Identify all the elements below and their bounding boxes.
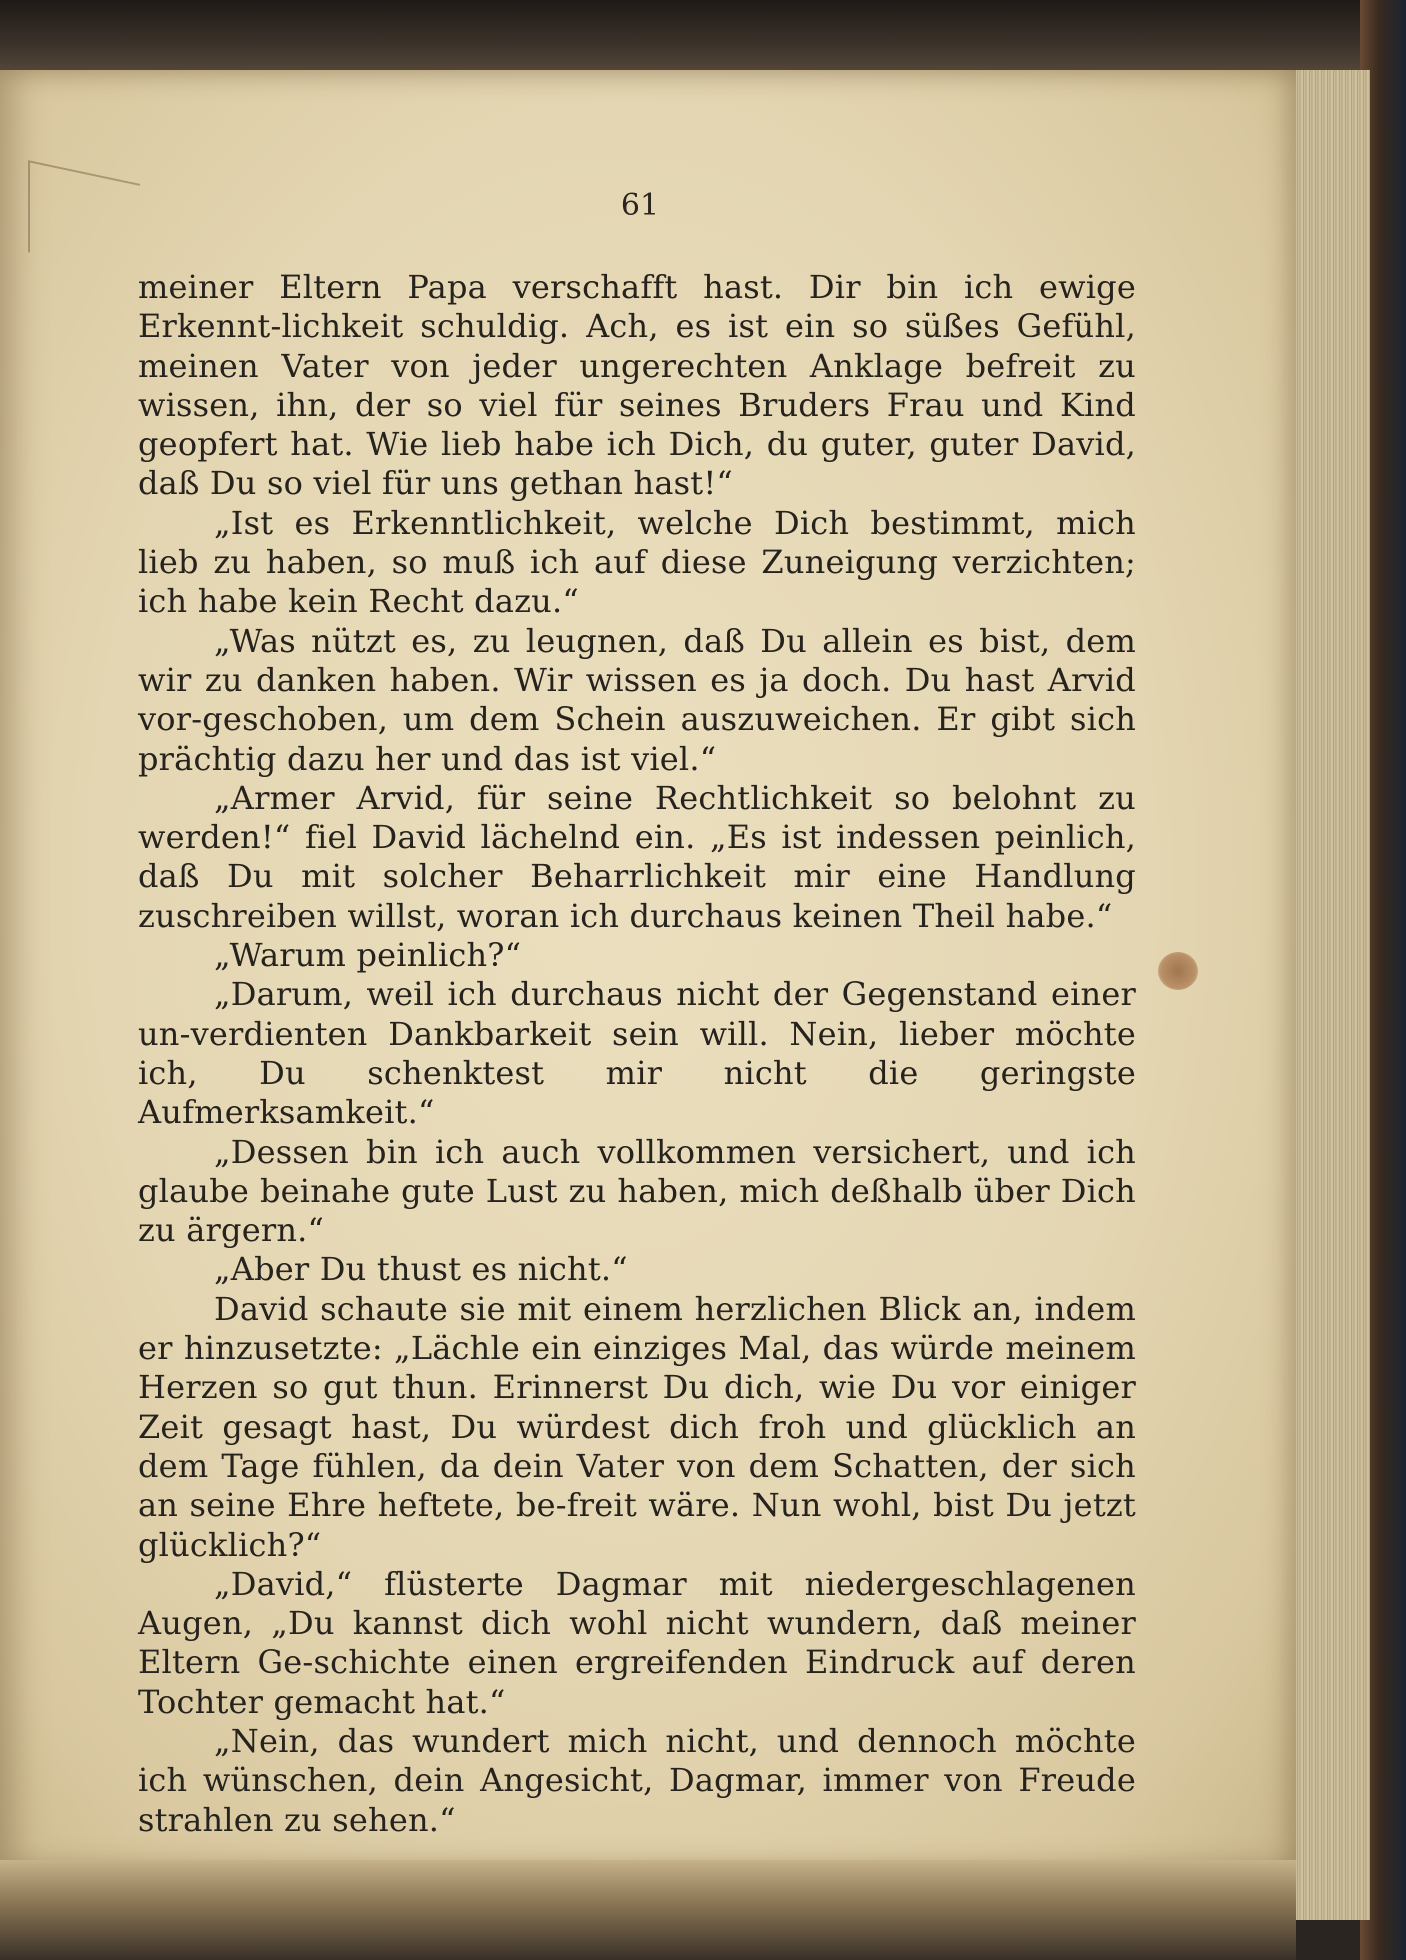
page-edges <box>1290 70 1370 1920</box>
page-text <box>138 268 1136 1840</box>
paragraph: „Aber Du thust es nicht.“ <box>214 1250 628 1289</box>
book-cover-top <box>0 0 1406 78</box>
paragraph: „David,“ flüsterte Dagmar mit niedergeschlagenen Augen, „Du kannst dich wohl nicht wundern, daß meiner Eltern Ge-schichte einen ergreifenden Eindruck auf deren Tochter gemacht hat.“ <box>138 1564 1136 1721</box>
corner-fold-mark <box>28 160 140 276</box>
paragraph: „Armer Arvid, für seine Rechtlichkeit so belohnt zu werden!“ fiel David lächelnd ein. „Es ist indessen peinlich, daß Du mit solcher Beharrlichkeit mir eine Handlung zuschreiben willst, woran ich durchaus keinen Theil habe.“ <box>138 778 1136 935</box>
paragraph: „Darum, weil ich durchaus nicht der Gegenstand einer un-verdienten Dankbarkeit sein will. Nein, lieber möchte ich, Du schenktest mir nicht die geringste Aufmerksamkeit.“ <box>138 975 1136 1132</box>
paragraph: „Was nützt es, zu leugnen, daß Du allein es bist, dem wir zu danken haben. Wir wissen es ja doch. Du hast Arvid vor-geschoben, um dem Schein auszuweichen. Er gibt sich prächtig dazu her und das ist viel.“ <box>138 621 1136 778</box>
page-bottom-edge <box>0 1860 1296 1960</box>
paragraph: „Nein, das wundert mich nicht, und dennoch möchte ich wünschen, dein Angesicht, Dagmar, immer von Freude strahlen zu sehen.“ <box>138 1721 1136 1839</box>
paragraph: „Dessen bin ich auch vollkommen versichert, und ich glaube beinahe gute Lust zu haben, mich deßhalb über Dich zu ärgern.“ <box>138 1132 1136 1250</box>
paper-stain <box>1158 952 1198 990</box>
paragraph: „Ist es Erkenntlichkeit, welche Dich bestimmt, mich lieb zu haben, so muß ich auf diese Zuneigung verzichten; ich habe kein Recht dazu.“ <box>138 503 1136 621</box>
page-number: 61 <box>620 188 660 223</box>
paragraph: meiner Eltern Papa verschafft hast. Dir bin ich ewige Erkennt-lichkeit schuldig. Ach, es ist ein so süßes Gefühl, meinen Vater von jeder ungerechten Anklage befreit zu wissen, ihn, der so viel für seines Bruders Frau und Kind geopfert hat. Wie lieb habe ich Dich, du guter, guter David, daß Du so viel für uns gethan hast!“ <box>138 268 1136 503</box>
paragraph: „Warum peinlich?“ <box>214 936 522 975</box>
paragraph: David schaute sie mit einem herzlichen Blick an, indem er hinzusetzte: „Lächle ein einziges Mal, das würde meinem Herzen so gut thun. Erinnerst Du dich, wie Du vor einiger Zeit gesagt hast, Du würdest dich froh und glücklich an dem Tage fühlen, da dein Vater von dem Schatten, der sich an seine Ehre heftete, be-freit wäre. Nun wohl, bist Du jetzt glücklich?“ <box>138 1289 1136 1564</box>
